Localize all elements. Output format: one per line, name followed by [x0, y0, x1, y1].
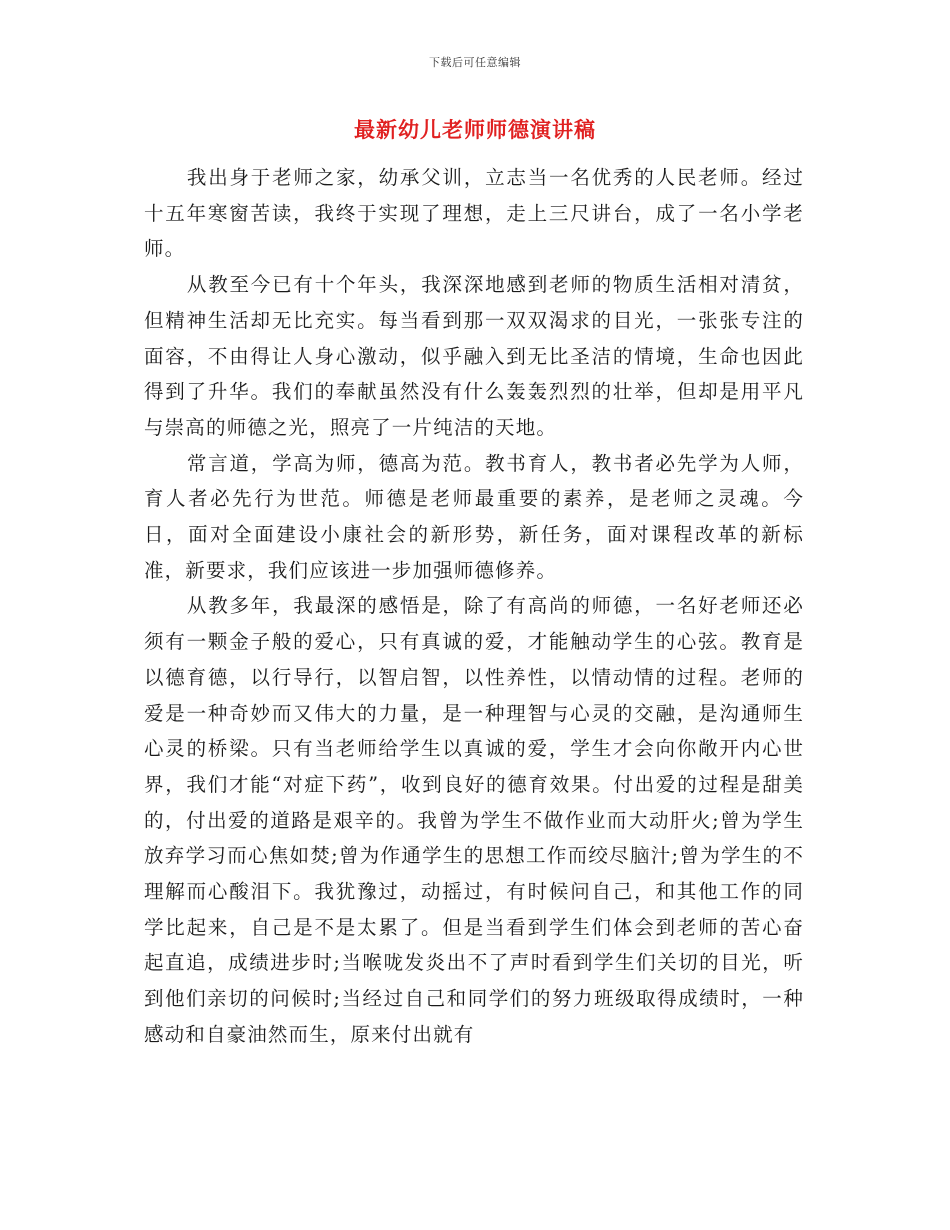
paragraph: 从教多年，我最深的感悟是，除了有高尚的师德，一名好老师还必须有一颗金子般的爱心，只有真诚的爱，才能触动学生的心弦。教育是以德育德，以行导行，以智启智，以性养性，以情动情的过程。老师的爱是一种奇妙而又伟大的力量，是一种理智与心灵的交融，是沟通师生心灵的桥梁。只有当老师给学生以真诚的爱，学生才会向你敞开内心世界，我们才能“对症下药”，收到良好的德育效果。付出爱的过程是甜美的，付出爱的道路是艰辛的。我曾为学生不做作业而大动肝火;曾为学生放弃学习而心焦如焚;曾为作通学生的思想工作而绞尽脑汁;曾为学生的不理解而心酸泪下。我犹豫过，动摇过，有时候问自己，和其他工作的同学比起来，自己是不是太累了。但是当看到学生们体会到老师的苦心奋起直追，成绩进步时;当喉咙发炎出不了声时看到学生们关切的目光，听到他们亲切的问候时;当经过自己和同学们的努力班级取得成绩时，一种感动和自豪油然而生，原来付出就有 — [144, 594, 804, 1046]
document-body — [144, 160, 804, 1053]
header-note: 下载后可任意编辑 — [429, 56, 521, 69]
paragraph: 我出身于老师之家，幼承父训，立志当一名优秀的人民老师。经过十五年寒窗苦读，我终于实现了理想，走上三尺讲台，成了一名小学老师。 — [144, 166, 804, 261]
paragraph: 常言道，学高为师，德高为范。教书育人，教书者必先学为人师，育人者必先行为世范。师德是老师最重要的素养，是老师之灵魂。今日，面对全面建设小康社会的新形势，新任务，面对课程改革的新标准，新要求，我们应该进一步加强师德修养。 — [144, 451, 804, 582]
paragraph: 从教至今已有十个年头，我深深地感到老师的物质生活相对清贫，但精神生活却无比充实。每当看到那一双双渴求的目光，一张张专注的面容，不由得让人身心激动，似乎融入到无比圣洁的情境，生命也因此得到了升华。我们的奉献虽然没有什么轰轰烈烈的壮举，但却是用平凡与崇高的师德之光，照亮了一片纯洁的天地。 — [144, 273, 804, 439]
document-title: 最新幼儿老师师德演讲稿 — [354, 117, 596, 142]
